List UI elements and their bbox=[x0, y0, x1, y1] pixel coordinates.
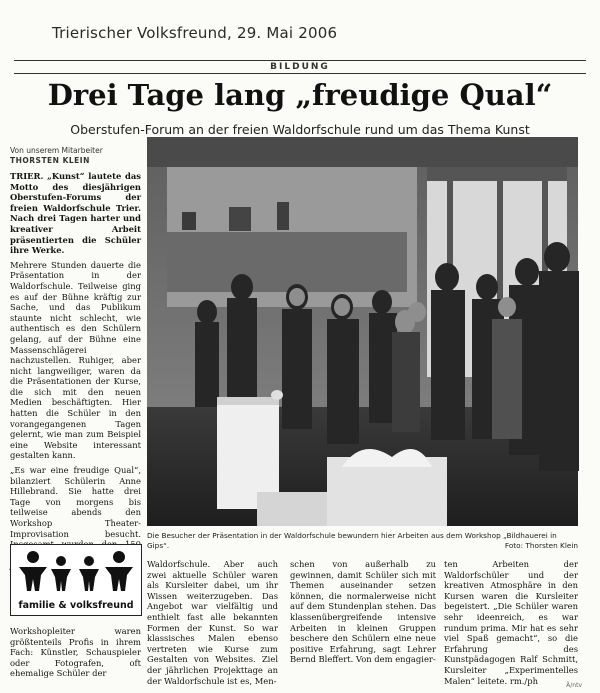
byline bbox=[10, 146, 103, 166]
byline-author: THORSTEN KLEIN bbox=[10, 156, 90, 165]
headline: Drei Tage lang „freudige Qual“ bbox=[47, 78, 553, 112]
photo-scene bbox=[147, 137, 578, 526]
section-rule bbox=[14, 73, 586, 74]
article-column-1-bottom: Workshopleiter waren größtenteils Profis in ihrem Fach: Künstler, Schauspieler oder Fotografen, oft ehemalige Schüler der bbox=[10, 626, 141, 679]
article-paragraph-1: Mehrere Stunden dauerte die Präsentation in der Waldorfschule. Teilweise ging es auf der Bühne kräftig zur Sache, und das Publikum staunte nicht schlecht, wie authentisch es den Schülern gelang, auf der Bühne eine Massenschlägerei nachzustellen. Ruhiger, aber nicht langweiliger, waren da die Präsentationen der Kurse, die sich mit den neuen Medien beschäftigten. Hier hatten die Schüler in den vorangegangenen Tagen gelernt, wie man zum Beispiel eine Website interessant gestalten kann. bbox=[10, 259, 141, 461]
familie-volksfreund-logo bbox=[10, 544, 142, 616]
article-photo bbox=[147, 137, 578, 526]
logo-text: familie & volksfreund bbox=[18, 600, 134, 611]
top-rule bbox=[14, 60, 586, 61]
article-column-2-bottom: Waldorfschule. Aber auch zwei aktuelle Schüler waren als Kursleiter dabei, um ihr Wissen weiterzugeben. Das Angebot war vielfältig und enthielt fast alle bekannten Formen der Kunst. So war klassisches Malen ebenso vertreten wie Kurse zum Gestalten von Websites. Ziel der jährlichen Projekttage an der Waldorfschule ist es, Men- bbox=[147, 559, 278, 686]
byline-intro: Von unserem Mitarbeiter bbox=[10, 146, 103, 155]
caption-text: Die Besucher der Präsentation in der Waldorfschule bewundern hier Arbeiten aus dem Workshop „Bildhauerei in Gips“. bbox=[147, 531, 557, 550]
photo-caption bbox=[147, 531, 578, 550]
article-lead: TRIER. „Kunst“ lautete das Motto des diesjährigen Oberstufen-Forums der freien Waldorfschule Trier. Nach drei Tagen harter und kreativer Arbeit präsentierten die Schüler ihre Werke. bbox=[10, 171, 141, 256]
article-column-left bbox=[10, 171, 141, 539]
masthead: Trierischer Volksfreund, 29. Mai 2006 bbox=[52, 24, 338, 42]
family-figures-icon bbox=[11, 545, 141, 597]
section-label: BILDUNG bbox=[270, 62, 330, 72]
footer-mark: Ä/ntv bbox=[566, 682, 582, 689]
article-column-3-bottom: schen von außerhalb zu gewinnen, damit Schüler sich mit Themen auseinander setzen können, die normalerweise nicht auf dem Stundenplan stehen. Das klassenübergreifende intensive Arbeiten in kleinen Gruppen beschere den Schülern eine neue positive Erfahrung, sagt Lehrer Bernd Bleffert. Von dem engagier- bbox=[290, 559, 436, 665]
article-column-4-bottom: ten Arbeiten der Waldorfschüler und der kreativen Atmosphäre in den Kursen waren die Kursleiter begeistert. „Die Schüler waren sehr ideenreich, es war rundum prima. Mir hat es sehr viel Spaß gemacht“, so die Erfahrung des Kunstpädagogen Ralf Schmitt, Kursleiter „Experimentelles Malen“ leitete. rm./ph bbox=[444, 559, 578, 686]
subheadline: Oberstufen-Forum an der freien Waldorfschule rund um das Thema Kunst bbox=[70, 122, 530, 137]
article-paragraph-2: „Es war eine freudige Qual“, bilanziert Schülerin Anne Hillebrand. Sie hatte drei Tage von morgens bis teilweise abends den Workshop Theater-Improvisation besucht. bbox=[10, 465, 141, 539]
photo-credit: Foto: Thorsten Klein bbox=[504, 540, 578, 550]
